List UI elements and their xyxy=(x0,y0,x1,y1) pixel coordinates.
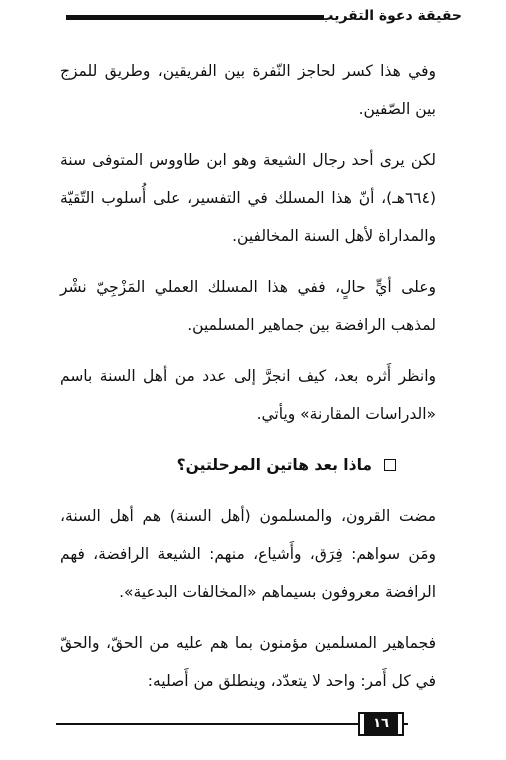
page-footer xyxy=(56,714,408,734)
running-title: حقيقة دعوة التقريب xyxy=(319,8,462,24)
footer-rule xyxy=(56,723,408,725)
paragraph-1: وفي هذا كسر لحاجز النّفرة بين الفريقين، وطريق للمزج بين الصّفين. xyxy=(60,62,436,118)
page-body xyxy=(60,52,436,713)
page-number: ١٦ xyxy=(360,714,402,734)
header-rule xyxy=(66,15,324,20)
paragraph-3: وعلى أيٍّ حالٍ، ففي هذا المسلك العملي المَزْجِيّ نشْر لمذهب الرافضة بين جماهير المسلمين. xyxy=(60,278,436,334)
page-header xyxy=(66,4,462,32)
paragraph-5: مضت القرون، والمسلمون (أهل السنة) هم أهل السنة، ومَن سواهم: فِرَق، وأَشياع، منهم: الشيعة الرافضة، فهم الرافضة معروفون بسيماهم «المخالفات البدعية». xyxy=(60,507,436,601)
paragraph-2: لكن يرى أحد رجال الشيعة وهو ابن طاووس المتوفى سنة (٦٦٤هـ)، أنّ هذا المسلك في التفسير، على أُسلوب التّقيّة والمداراة لأهل السنة المخالفين. xyxy=(60,151,436,245)
paragraph-6: فجماهير المسلمين مؤمنون بما هم عليه من الحقّ، والحقّ في كل أَمر: واحد لا يتعدّد، وينطلق من أَصليه: xyxy=(60,634,436,690)
paragraph-4: وانظر أَثره بعد، كيف انجرَّ إلى عدد من أهل السنة باسم «الدراسات المقارنة» ويأتي. xyxy=(60,367,436,423)
square-bullet-icon xyxy=(384,459,396,471)
section-question xyxy=(60,446,436,484)
question-text: ماذا بعد هاتين المرحلتين؟ xyxy=(176,456,372,474)
